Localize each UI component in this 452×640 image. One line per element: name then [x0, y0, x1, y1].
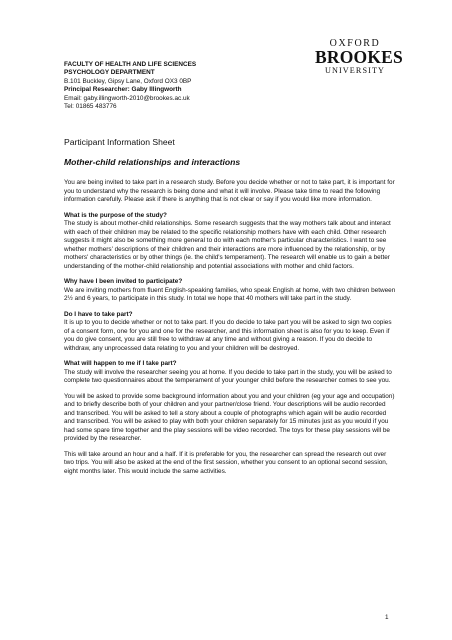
- section-heading: What will happen to me if I take part?: [64, 360, 177, 367]
- document-title: Participant Information Sheet: [64, 137, 175, 147]
- section-heading: What is the purpose of the study?: [64, 211, 167, 219]
- section-heading: Why have I been invited to participate?: [64, 278, 183, 285]
- procedure-paragraph: You will be asked to provide some background information about you and your children (eg your age and occupation) and to briefly describe both of your children and your partner/close friend. Your descriptions will be audio recorded and transcribed. You will be asked to tell a story about a couple of photographs which again will be audio recorded and transcribed. You will be asked to play with both your children separately for 15 minutes just as you would if you had some spare time together and the play sessions will be video recorded. The toys for these play sessions will be provided by the researcher.: [64, 392, 395, 442]
- intro-paragraph: You are being invited to take part in a research study. Before you decide whether or not to take part, it is important for you to understand why the research is being done and what it will involve. Please take time to read the following information carefully. Please ask if there is anything that is not clear or say if you would like more information.: [64, 179, 395, 203]
- email-line: Email: gaby.illingworth-2010@brookes.ac.uk: [64, 94, 190, 102]
- oxford-brookes-logo: [315, 38, 403, 76]
- section-invited: [64, 278, 396, 304]
- section-body: It is up to you to decide whether or not to take part. If you do decide to take part you will be asked to sign two copies of a consent form, one for you and one for the researcher, and this information sheet is also for you to keep. Even if you do give consent, you are still free to withdraw at any time and without giving a reason. If you do decide to withdraw, any unprocessed data relating to you and your children will be destroyed.: [64, 319, 392, 352]
- duration-paragraph: This will take around an hour and a half. If it is preferable for you, the researcher can spread the research out over two trips. You will also be asked at the end of the first session, whether you consent to an optional second session, eight months later. This would include the same activities.: [64, 450, 388, 475]
- faculty-name: FACULTY OF HEALTH AND LIFE SCIENCES: [64, 61, 197, 68]
- page-number: 1: [385, 614, 389, 621]
- logo-oxford-text: OXFORD: [329, 38, 381, 49]
- address-line: B.101 Buckley, Gipsy Lane, Oxford OX3 0BP: [64, 77, 192, 85]
- telephone-line: Tel: 01865 483776: [64, 103, 117, 111]
- section-body: The study is about mother-child relationships. Some research suggests that the way mothers talk about and interact with each of their children may be related to the specific relationship mothers have with each child. Other research suggests it might also be something more general to do with each mother's particular characteristics. I want to see whether mothers' descriptions of their children and their interactions are more influenced by the relationship, or by mothers' characteristics or by other things (ie. the child's temperament). The research will enable us to gain a better understanding of the mother-child relationship and potential associations with mother and child factors.: [64, 220, 391, 270]
- section-heading: Do I have to take part?: [64, 310, 133, 318]
- section-take-part: [64, 311, 396, 354]
- principal-researcher: Principal Researcher: Gaby Illingworth: [64, 86, 182, 94]
- section-body: We are inviting mothers from fluent English-speaking families, who speak English at home, with two children between 2½ and 6 years, to participate in this study. In total we hope that 40 mothers will take part in the study.: [64, 286, 396, 302]
- section-body: The study will involve the researcher seeing you at home. If you decide to take part in the study, you will be asked to complete two questionnaires about the temperament of your younger child before the researcher comes to see you.: [64, 368, 392, 384]
- section-what-happens: [64, 360, 396, 386]
- contact-header: [64, 61, 304, 111]
- department-name: PSYCHOLOGY DEPARTMENT: [64, 69, 155, 77]
- document-subtitle: Mother-child relationships and interactions: [64, 157, 241, 167]
- logo-brookes-text: BROOKES: [315, 47, 403, 67]
- section-purpose: [64, 212, 396, 272]
- logo-university-text: UNIVERSITY: [324, 66, 386, 75]
- document-body: [64, 137, 396, 483]
